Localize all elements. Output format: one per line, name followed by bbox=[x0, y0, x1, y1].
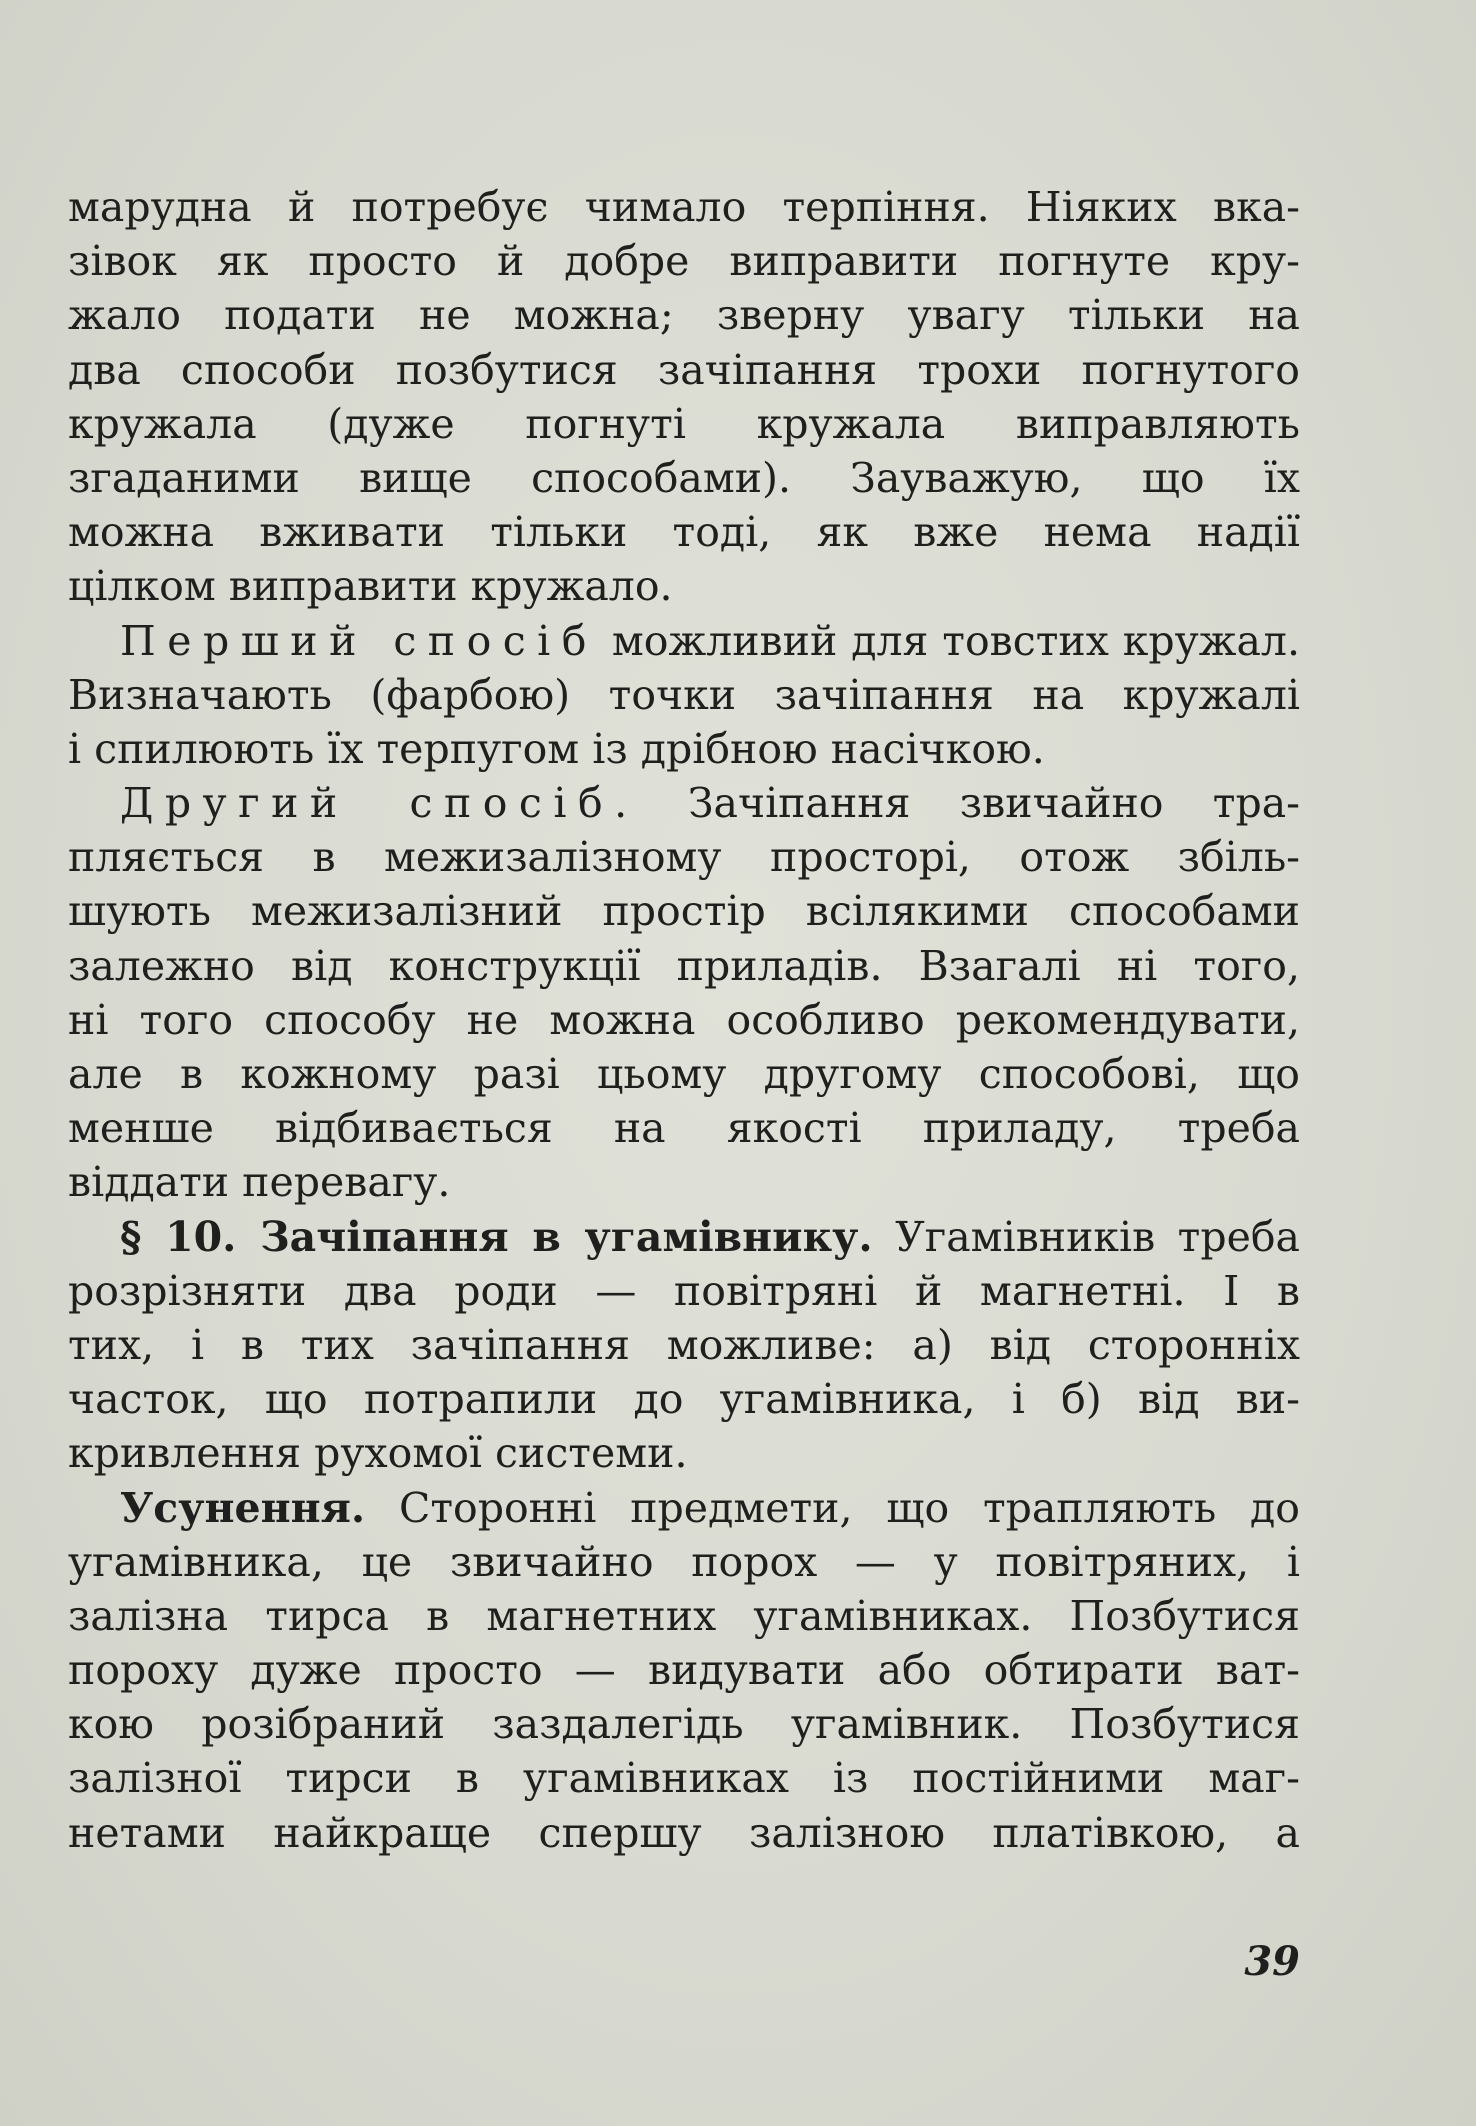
text-line: два способи позбутися зачіпання трохи погнутого bbox=[68, 345, 1300, 394]
text-line: шують межизалізний простір всілякими способами bbox=[68, 887, 1300, 936]
text-line: пляється в межизалізному просторі, отож збіль- bbox=[68, 833, 1300, 882]
text-line: угамівника, це звичайно порох — у повітряних, і bbox=[68, 1537, 1300, 1586]
text-line: тих, і в тих зачіпання можливе: а) від сторонніх bbox=[68, 1320, 1300, 1369]
text-line: часток, що потрапили до угамівника, і б) від ви- bbox=[68, 1375, 1300, 1424]
paragraph-lead: Другий спосіб. bbox=[120, 779, 639, 828]
text-line: розрізняти два роди — повітряні й магнетні. І в bbox=[68, 1266, 1300, 1315]
text-line: менше відбивається на якості приладу, треба bbox=[68, 1104, 1300, 1153]
text-line: ні того способу не можна особливо рекомендувати, bbox=[68, 995, 1300, 1044]
paragraph-lead: Перший спосіб bbox=[120, 616, 598, 665]
text-line: Другий спосіб. Зачіпання звичайно тра- bbox=[120, 779, 1301, 828]
text-line: нетами найкраще спершу залізною платівкою, а bbox=[68, 1808, 1300, 1857]
text-line: § 10. Зачіпання в угамівнику. Угамівників треба bbox=[120, 1212, 1300, 1261]
text-line: пороху дуже просто — видувати або обтирати ват- bbox=[68, 1646, 1300, 1695]
paragraph-lead: Усунення. bbox=[120, 1483, 366, 1532]
text-line: зівок як просто й добре виправити погнуте кру- bbox=[68, 237, 1300, 286]
text-line: залізної тирси в угамівниках із постійними маг- bbox=[68, 1754, 1300, 1803]
text-line: залежно від конструкції приладів. Взагалі ні того, bbox=[68, 941, 1300, 990]
text-line: і спилюють їх терпугом із дрібною насічкою. bbox=[68, 724, 1045, 773]
section-heading: § 10. Зачіпання в угамівнику. bbox=[120, 1212, 873, 1261]
page-number: 39 bbox=[1244, 1938, 1300, 1985]
text-line: цілком виправити кружало. bbox=[68, 562, 673, 611]
text-line: залізна тирса в магнетних угамівниках. Позбутися bbox=[68, 1591, 1300, 1640]
text-line: кружала (дуже погнуті кружала виправляють bbox=[68, 399, 1300, 448]
text-line: Усунення. Сторонні предмети, що трапляють до bbox=[120, 1483, 1300, 1532]
text-line: кою розібраний заздалегідь угамівник. Позбутися bbox=[68, 1700, 1300, 1749]
text-line: згаданими вище способами). Зауважую, що їх bbox=[68, 453, 1300, 502]
text-line: марудна й потребує чимало терпіння. Ніяких вка- bbox=[68, 183, 1300, 231]
text-line: Перший спосіб можливий для товстих кружал. bbox=[120, 616, 1300, 665]
body-text bbox=[68, 180, 1300, 1860]
text-line: віддати перевагу. bbox=[68, 1158, 451, 1207]
text-line: можна вживати тільки тоді, як вже нема надії bbox=[68, 508, 1300, 557]
text-line: кривлення рухомої системи. bbox=[68, 1429, 688, 1478]
text-line: але в кожному разі цьому другому способові, що bbox=[68, 1050, 1300, 1098]
text-line: Визначають (фарбою) точки зачіпання на кружалі bbox=[68, 670, 1300, 719]
text-line: жало подати не можна; зверну увагу тільки на bbox=[68, 291, 1300, 340]
